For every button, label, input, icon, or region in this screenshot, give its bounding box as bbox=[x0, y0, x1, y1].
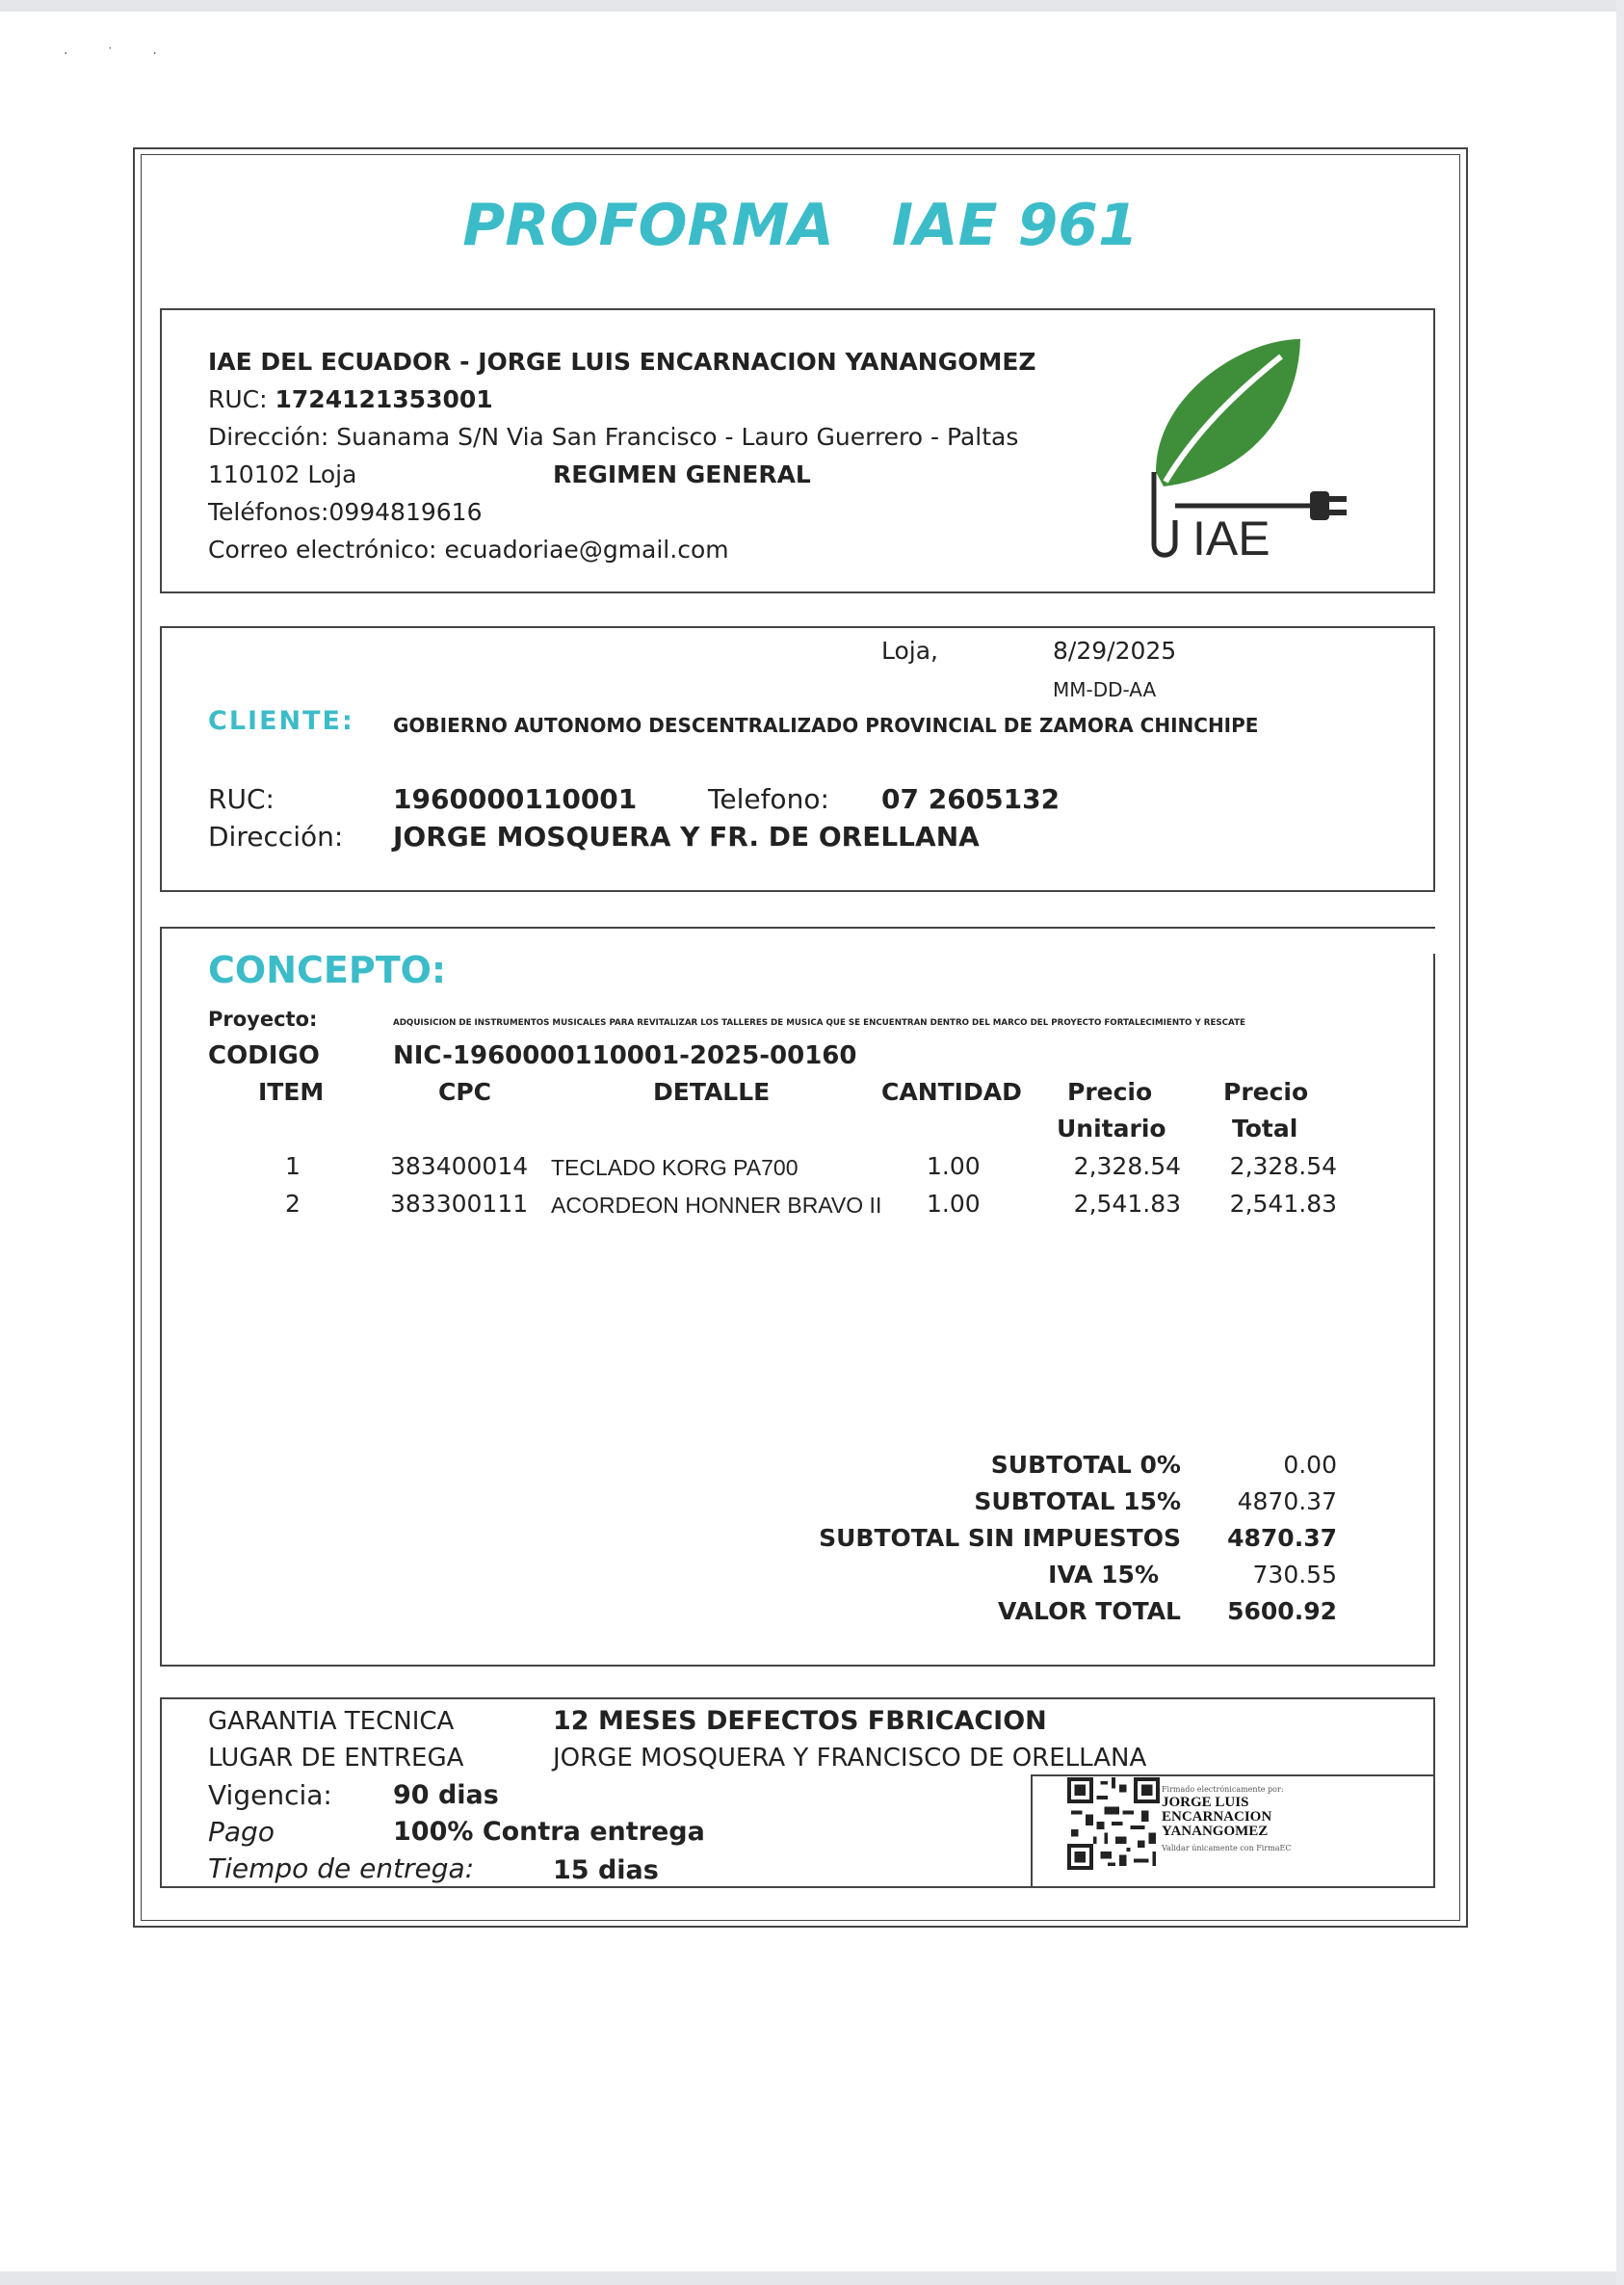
row-unit-price: 2,541.83 bbox=[1073, 1190, 1181, 1218]
row-detail: ACORDEON HONNER BRAVO II bbox=[551, 1193, 882, 1218]
signed-by-label: Firmado electrónicamente por: bbox=[1162, 1785, 1284, 1794]
title-part-1: PROFORMA bbox=[462, 192, 834, 259]
subtotal-0-label: SUBTOTAL 0% bbox=[990, 1451, 1181, 1479]
concept-box bbox=[160, 927, 1435, 1667]
client-address-label: Dirección: bbox=[208, 821, 344, 853]
signer-name-line-1: JORGE LUIS bbox=[1162, 1795, 1249, 1810]
header-item: ITEM bbox=[258, 1078, 325, 1106]
delivery-time-value: 15 dias bbox=[553, 1855, 659, 1885]
client-name: GOBIERNO AUTONOMO DESCENTRALIZADO PROVINCIAL DE ZAMORA CHINCHIPE bbox=[393, 714, 1259, 737]
client-phone-label: Telefono: bbox=[708, 783, 829, 815]
row-quantity: 1.00 bbox=[927, 1152, 981, 1180]
scan-edge-right bbox=[1616, 0, 1624, 2285]
logo-text: IAE bbox=[1192, 512, 1270, 565]
document-title bbox=[141, 189, 1460, 262]
scan-specks: · ˙ · bbox=[64, 46, 174, 62]
header-quantity: CANTIDAD bbox=[881, 1078, 1022, 1106]
company-phones-label: Teléfonos: bbox=[208, 498, 329, 526]
company-email-row bbox=[208, 534, 729, 566]
scan-edge-top bbox=[0, 0, 1624, 12]
header-unit-price-2: Unitario bbox=[1057, 1115, 1166, 1142]
company-ruc: 1724121353001 bbox=[275, 385, 493, 413]
company-phones: 0994819616 bbox=[328, 498, 483, 526]
company-phones-row bbox=[208, 496, 482, 529]
delivery-place-label: LUGAR DE ENTREGA bbox=[208, 1744, 464, 1773]
header-total-price-2: Total bbox=[1232, 1115, 1298, 1142]
vat-label: IVA 15% bbox=[1048, 1561, 1159, 1589]
project-label: Proyecto: bbox=[208, 1008, 318, 1031]
row-quantity: 1.00 bbox=[927, 1190, 981, 1218]
row-cpc: 383300111 bbox=[390, 1190, 529, 1218]
code-value: NIC-1960000110001-2025-00160 bbox=[393, 1041, 857, 1070]
signer-name-line-3: YANANGOMEZ bbox=[1162, 1824, 1269, 1839]
company-name: IAE DEL ECUADOR - JORGE LUIS ENCARNACION YANANGOMEZ bbox=[208, 348, 1036, 376]
signature-validate-note: Validar únicamente con FirmaEC bbox=[1162, 1844, 1292, 1852]
client-phone: 07 2605132 bbox=[881, 783, 1061, 815]
row-detail: TECLADO KORG PA700 bbox=[551, 1155, 799, 1180]
date-format: MM-DD-AA bbox=[1053, 678, 1157, 701]
client-label: CLIENTE: bbox=[208, 706, 354, 736]
row-item: 2 bbox=[285, 1190, 301, 1218]
grand-total-value: 5600.92 bbox=[1227, 1597, 1337, 1625]
company-postal-city: 110102 Loja bbox=[208, 460, 357, 488]
issue-city: Loja, bbox=[881, 637, 938, 665]
subtotal-no-tax-label: SUBTOTAL SIN IMPUESTOS bbox=[819, 1524, 1181, 1552]
project-description: ADQUISICION DE INSTRUMENTOS MUSICALES PARA REVITALIZAR LOS TALLERES DE MUSICA QUE SE ENCUENTRAN DENTRO DEL MARCO DEL PROYECTO FORTALECIMIENTO Y RESCATE bbox=[393, 1018, 1245, 1028]
validity-value: 90 dias bbox=[393, 1780, 499, 1810]
warranty-value: 12 MESES DEFECTOS FBRICACION bbox=[553, 1706, 1047, 1736]
company-ruc-label: RUC: bbox=[208, 385, 268, 413]
delivery-place-value: JORGE MOSQUERA Y FRANCISCO DE ORELLANA bbox=[553, 1744, 1147, 1773]
company-regime: REGIMEN GENERAL bbox=[553, 460, 811, 488]
row-cpc: 383400014 bbox=[390, 1152, 529, 1180]
client-ruc: 1960000110001 bbox=[393, 783, 638, 815]
header-detail: DETALLE bbox=[653, 1078, 771, 1106]
iae-logo bbox=[1137, 328, 1358, 568]
grand-total-label: VALOR TOTAL bbox=[998, 1597, 1181, 1625]
qr-code-icon bbox=[1067, 1777, 1160, 1870]
row-item: 1 bbox=[285, 1152, 301, 1180]
code-label: CODIGO bbox=[208, 1041, 320, 1070]
row-total: 2,541.83 bbox=[1229, 1190, 1337, 1218]
header-total-price: Precio bbox=[1223, 1078, 1309, 1106]
warranty-label: GARANTIA TECNICA bbox=[208, 1707, 455, 1736]
concept-title: CONCEPTO: bbox=[208, 949, 447, 991]
company-ruc-row bbox=[208, 383, 493, 416]
concept-box-right-border bbox=[1433, 954, 1435, 1667]
scan-edge-bottom bbox=[0, 2272, 1624, 2285]
company-address-row bbox=[208, 421, 1018, 454]
subtotal-no-tax-value: 4870.37 bbox=[1227, 1524, 1337, 1552]
header-cpc: CPC bbox=[438, 1078, 492, 1106]
subtotal-15-value: 4870.37 bbox=[1237, 1487, 1337, 1515]
client-address: JORGE MOSQUERA Y FR. DE ORELLANA bbox=[393, 821, 980, 853]
payment-value: 100% Contra entrega bbox=[393, 1817, 705, 1847]
payment-label: Pago bbox=[208, 1816, 275, 1848]
subtotal-0-value: 0.00 bbox=[1283, 1451, 1337, 1479]
signer-name bbox=[1162, 1796, 1271, 1839]
plug-icon bbox=[1310, 491, 1329, 520]
vat-value: 730.55 bbox=[1252, 1561, 1337, 1589]
issue-date: 8/29/2025 bbox=[1053, 637, 1177, 665]
company-email: ecuadoriae@gmail.com bbox=[444, 536, 729, 564]
delivery-time-label: Tiempo de entrega: bbox=[208, 1852, 475, 1884]
company-address: Suanama S/N Via San Francisco - Lauro Guerrero - Paltas bbox=[336, 423, 1019, 451]
row-total: 2,328.54 bbox=[1229, 1152, 1337, 1180]
header-unit-price: Precio bbox=[1067, 1078, 1153, 1106]
row-unit-price: 2,328.54 bbox=[1073, 1152, 1181, 1180]
company-email-label: Correo electrónico: bbox=[208, 536, 437, 564]
client-ruc-label: RUC: bbox=[208, 783, 275, 815]
validity-label: Vigencia: bbox=[208, 1779, 332, 1811]
subtotal-15-label: SUBTOTAL 15% bbox=[974, 1487, 1181, 1515]
signer-name-line-2: ENCARNACION bbox=[1162, 1809, 1272, 1825]
company-address-label: Dirección: bbox=[208, 423, 329, 451]
title-part-2: IAE 961 bbox=[891, 192, 1139, 259]
